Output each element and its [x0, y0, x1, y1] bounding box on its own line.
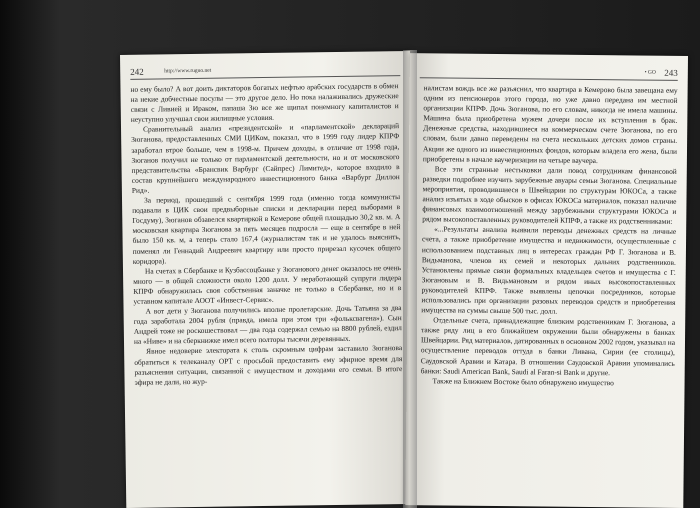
paragraph: На счетах в Сбербанке и Кузбассоцбанке у Зюганового денег оказалось не очень много — в общей сложности около 1200 долл. У неработающей супруги лидера КПРФ обнаружилась своя собственная заначке не только в Сбербанке, но и в уставном капитале АООТ «Инвест-Сервис».: [133, 262, 402, 306]
paragraph: А вот дети у Зюганова получились вполне пролетарские. Дочь Татьяна за два года заработала 2004 рубля (правда, имела при этом три «фольксвагена»). Сын Андрей тоже не роскошествовал — два года содержал семью на 8800 рублей, ездил на «Ниве» и на сберкнижке имел всего полторы тысячи деревянных.: [133, 303, 402, 347]
paragraph: За период, прошедший с сентября 1999 года (именно тогда коммунисты подавали в ЦИК свои предвыборные списки и декларации перед выборами в Госдуму), Зюганов обзавелся квартиркой в Кемерове общей площадью 30,2 кв. м. А московская квартира Зюганова за пять месяцев подросла — еще в сентябре в ней было 150 кв. м, а теперь стало 167,4 (журналистам так и не удалось выяснить, поменял ли Геннадий Андреевич квартиру или просто прирезал кусочек общего коридора).: [132, 192, 401, 266]
right-page-text: [421, 83, 678, 388]
quote-paragraph: «...Результаты анализа выявили переводы денежных средств на личные счета, а также приобретение имущества и недвижимости, осуществленные с использованием подставных лиц в интересах граждан РФ Г. Зюганова и В. Видьманова, членов их семей и некоторых дальних родственников. Установлены прямые связи формальных владельцев счетов и имущества с Г. Зюгановым и В. Видьмановым и рядом иных высокопоставленных руководителей КПРФ. Также выявлены цепочки посредников, которые использовались при организации разовых переводов средств и приобретения имущества на суммы свыше 500 тыс. долл.: [421, 224, 677, 316]
paragraph: Также на Ближнем Востоке было обнаружено имущество: [432, 376, 614, 387]
paragraph: налистам вождь все же разъяснил, что квартира в Кемерово была завещана ему одним из пенсионеров этого города, но уже давно передана им местной организации КПРФ. Дочь Зюганова, по его словам, никогда не имела машины. Машина была приобретена мужем дочери после их вступления в брак. Денежные средства, находившиеся на коммерческом счете Зюганова, по его словам, были давно переведены на счета нескольких детских домов страны. Акции же одного из инвестиционных фондов, которым владела его жена, были приобретены в начале ваучеризации на четыре ваучера.: [422, 83, 678, 165]
paragraph: Все эти странные нестыковки дали повод сотрудникам финансовой разведки подробнее изучить зарубежные авуары семьи Зюганова. Специальные мероприятия, проводившиеся в Швейцарии по структурам ЮКОСа, а также анализ изъятых в ходе обысков в офисах ЮКОСа материалов, показал наличие финансовых взаимоотношений между зарубежными структурами ЮКОСа и рядом высокопоставленных руководителей КПРФ, а также их родственниками:: [422, 164, 677, 227]
left-page-text: [130, 81, 402, 388]
right-page: [405, 53, 688, 508]
paragraph: Явное недоверие электората к столь скромным цифрам заставило Зюганова обратиться к телеканалу ОРТ с просьбой предоставить ему эфирное время для разъяснения ситуации, связанной с имуществом и доходами его семьи. В итоге эфира не дали, но жур-: [134, 343, 403, 387]
quote-paragraph: Отдельные счета, принадлежащие близким родственникам Г. Зюганова, а также ряду лиц в его ближайшем окружении были обнаружены в банках Швейцарии. Ряд материалов, датированных в основном 2002 годом, указывал на осуществление переводов оттуда в банки Ливана, Сирии (ее столицы), Саудовской Аравии и Катара. В отношении Саудовской Аравии упоминались банки: Saudi American Bank, Saudi al Faran-si Bank и другие.: [420, 315, 676, 377]
left-running-head: [130, 63, 400, 80]
left-page: [120, 51, 416, 508]
running-mark: • GO: [644, 69, 656, 76]
book-gutter: [403, 50, 417, 508]
paragraph: но ему было? А вот доить диктаторов богатых нефтью арабских государств в обмен на некие добчестные посулы — это другое дело. Но пока налаживались дружеские связи с Ливией и Ираком, папаша Зю все же щипал понемногу капиталистов и неуступно улучшал свои жилищные условия.: [130, 81, 399, 125]
running-url: http://www.ruguo.net: [164, 67, 212, 75]
right-running-head: [420, 65, 678, 81]
left-page-number: 242: [130, 66, 144, 77]
right-page-number: 243: [664, 67, 678, 78]
paragraph: Сравнительный анализ «президентской» и «парламентской» деклараций Зюганова, предоставленных СМИ ЦИКом, показал, что в 1999 году лидер КПРФ заработал втрое больше, чем в 1998-м. Причем доходы, в отличие от 1998 года, Зюганов получил не только от парламентской деятельности, но и от московского представительства «Брансвик Варбург (Сайпрес) Лимитед», которое входило в состав крупнейшего международного инвестиционного банка «Варбург Диллон Рид».: [131, 121, 400, 195]
